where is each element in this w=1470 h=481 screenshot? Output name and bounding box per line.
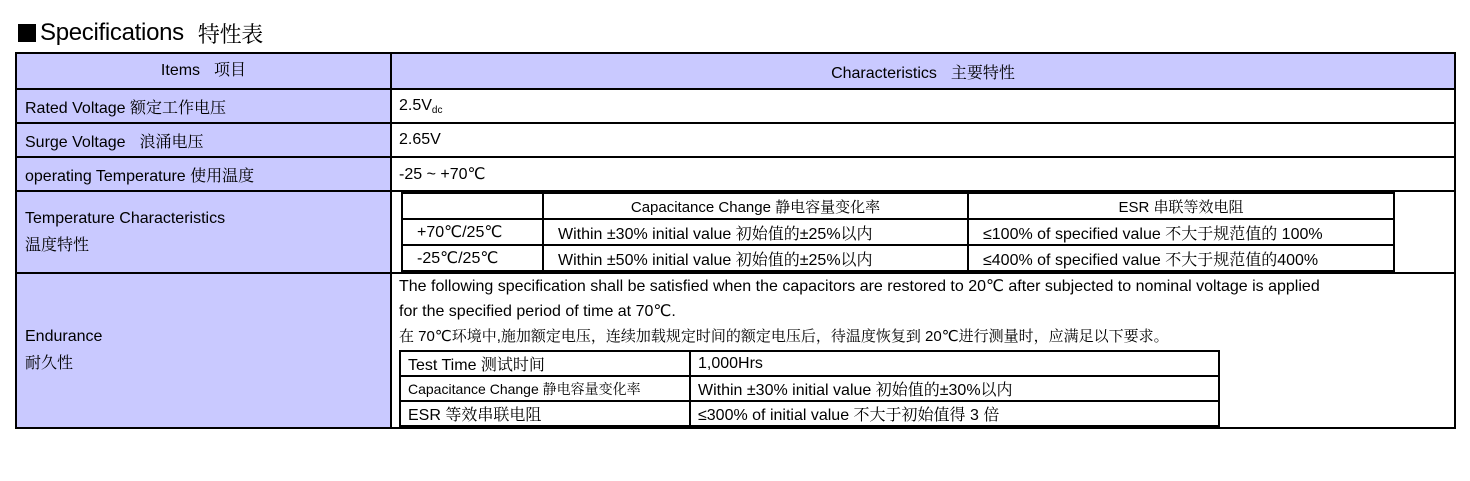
temperature-characteristics-label-en: Temperature Characteristics <box>25 209 226 227</box>
temperature-table-row <box>402 219 1394 245</box>
surge-voltage-label <box>16 123 391 157</box>
endurance-label-en: Endurance <box>25 328 103 345</box>
operating-temperature-label <box>16 157 391 191</box>
rated-voltage-subscript: dc <box>431 104 443 116</box>
endurance-row <box>16 273 1455 428</box>
operating-temperature-label-cn: 使用温度 <box>190 165 255 185</box>
header-char-cn: 主要特性 <box>950 62 1015 82</box>
surge-voltage-label-en: Surge Voltage <box>25 133 126 151</box>
temperature-esr: ≤100% of specified value 不大于规范值的 100% <box>968 219 1394 245</box>
endurance-criterion: ≤300% of initial value 不大于初始值得 3 倍 <box>690 401 1219 426</box>
endurance-label-cn: 耐久性 <box>25 353 74 372</box>
header-char-en: Characteristics <box>831 64 937 82</box>
page-title <box>18 18 263 48</box>
endurance-criterion: Within ±30% initial value 初始值的±30%以内 <box>690 376 1219 401</box>
endurance-text-line2: for the specified period of time at 70℃. <box>399 303 676 320</box>
temperature-condition: +70℃/25℃ <box>402 219 543 245</box>
endurance-text-line1: The following specification shall be satisfied when the capacitors are restored to 20℃ after subjected to nominal voltage is applied <box>399 278 1320 295</box>
rated-voltage-value <box>391 89 1455 123</box>
temperature-characteristics-row <box>16 191 1455 273</box>
endurance-criterion: 1,000Hrs <box>690 351 1219 376</box>
temperature-characteristics-label-cn: 温度特性 <box>25 234 90 254</box>
temperature-capacitance: Within ±30% initial value 初始值的±25%以内 <box>543 219 968 245</box>
title-en: Specifications <box>40 19 184 46</box>
surge-voltage-value: 2.65V <box>391 123 1455 157</box>
temperature-header-empty <box>402 193 543 219</box>
endurance-table-row <box>400 351 1219 376</box>
surge-voltage-row <box>16 123 1455 157</box>
endurance-label <box>16 273 391 428</box>
rated-voltage-label-cn: 额定工作电压 <box>129 97 226 117</box>
rated-voltage-value-text: 2.5V <box>399 96 432 114</box>
header-items-cell <box>16 53 391 89</box>
temperature-characteristics-value <box>391 191 1455 273</box>
temperature-header-capacitance: Capacitance Change 静电容量变化率 <box>543 193 968 219</box>
endurance-table <box>399 350 1220 427</box>
temperature-capacitance: Within ±50% initial value 初始值的±25%以内 <box>543 245 968 271</box>
endurance-description <box>399 274 1454 349</box>
rated-voltage-label-en: Rated Voltage <box>25 99 126 117</box>
specifications-table <box>15 52 1456 429</box>
rated-voltage-row <box>16 89 1455 123</box>
endurance-item: Capacitance Change 静电容量变化率 <box>400 376 690 401</box>
header-items-cn: 项目 <box>214 60 247 79</box>
endurance-table-row <box>400 401 1219 426</box>
operating-temperature-label-en: operating Temperature <box>25 167 186 185</box>
endurance-text-cn: 在 70℃环境中,施加额定电压，连续加载规定时间的额定电压后，待温度恢复到 20℃进行测量时，应满足以下要求。 <box>399 328 1169 345</box>
rated-voltage-label <box>16 89 391 123</box>
endurance-item: ESR 等效串联电阻 <box>400 401 690 426</box>
temperature-characteristics-label <box>16 191 391 273</box>
temperature-table-row <box>402 245 1394 271</box>
header-row <box>16 53 1455 89</box>
temperature-table <box>401 192 1395 272</box>
operating-temperature-value: -25 ~ +70℃ <box>391 157 1455 191</box>
temperature-condition: -25℃/25℃ <box>402 245 543 271</box>
header-items-en: Items <box>160 62 201 79</box>
endurance-table-row <box>400 376 1219 401</box>
endurance-item: Test Time 测试时间 <box>400 351 690 376</box>
temperature-table-header <box>402 193 1394 219</box>
black-square-icon <box>18 24 36 42</box>
endurance-value <box>391 273 1455 428</box>
temperature-esr: ≤400% of specified value 不大于规范值的400% <box>968 245 1394 271</box>
operating-temperature-row <box>16 157 1455 191</box>
header-characteristics-cell <box>391 53 1455 89</box>
surge-voltage-label-cn: 浪涌电压 <box>139 131 204 151</box>
title-cn: 特性表 <box>197 22 263 48</box>
temperature-header-esr: ESR 串联等效电阻 <box>968 193 1394 219</box>
